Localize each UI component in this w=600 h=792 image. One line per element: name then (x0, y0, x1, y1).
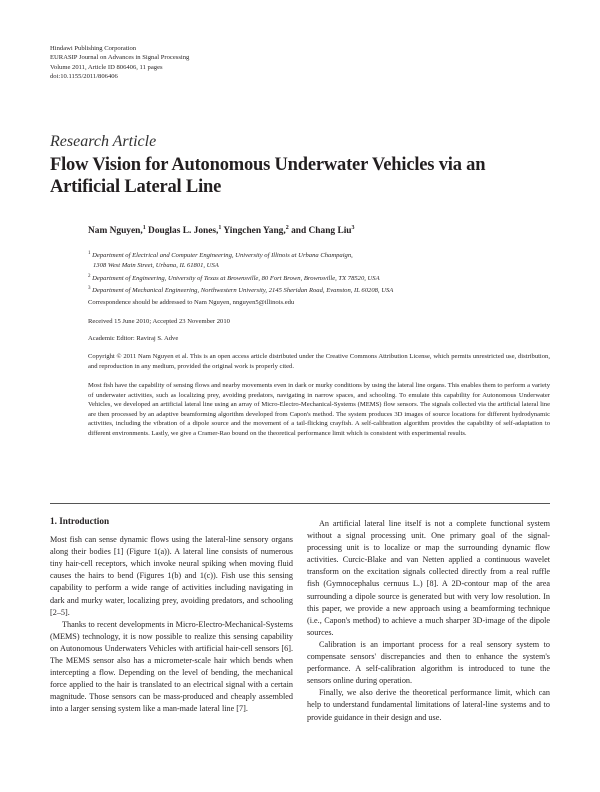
journal-volume: Volume 2011, Article ID 806406, 11 pages (50, 63, 163, 71)
affiliation-1: $^1$ Department of Electrical and Computer Engineering, University of Illinois at Urbana Champaign, (88, 251, 353, 260)
section-heading: 1. Introduction (50, 516, 110, 526)
publisher: Hindawi Publishing Corporation (50, 45, 137, 52)
journal-header (50, 44, 189, 81)
correspondence: Correspondence should be addressed to Nam Nguyen, nnguyen5@illinois.edu (88, 299, 295, 306)
paragraph: Finally, we also derive the theoretical performance limit, which can help to understand fundamental limitations of lateral-line systems and to provide guidance in their design and use. (307, 688, 550, 722)
author: Douglas L. Jones,$^1$ (145, 225, 222, 237)
received-dates: Received 15 June 2010; Accepted 23 November 2010 (88, 318, 230, 325)
author: Yingchen Yang,$^2$ (221, 225, 289, 237)
academic-editor: Academic Editor: Raviraj S. Adve (88, 335, 179, 342)
paragraph: Calibration is an important process for a real sensory system to compensate sensors' discrepancies and then to enhance the system's performance. A self-calibration algorithm is introduced to tune the sensors online during operation. (307, 639, 550, 686)
article-type: Research Article (50, 133, 157, 150)
paragraph: An artificial lateral line itself is not a complete functional system without a signal processing unit. One primary goal of the signal-processing unit is to localize or map the surrounding dynamic flow activities. Curcic-Blake and van Netten applied a continuous wavelet transform on the excitation signals collected directly from a real ruffle fish (Gymnocephalus cernuus L.) [8]. A 2D-contour map of the area surrounding a dipole source is generated but with very low resolution. In this paper, we provide a new approach using a beamforming technique (i.e., Capon's method) to achieve a much sharper 3D-image of the dipole sources. (307, 519, 550, 637)
affiliation-2: $^2$ Department of Engineering, University of Texas at Brownsville, 80 Fort Brown, Brownsville, TX 78520, USA (88, 273, 380, 282)
journal-name: EURASIP Journal on Advances in Signal Processing (50, 54, 190, 62)
affiliation-1-address: 1308 West Main Street, Urbana, IL 61801, USA (93, 262, 219, 270)
abstract: Most fish have the capability of sensing flows and nearby movements even in dark or murky conditions by using the lateral line organs. This enables them to perform a variety of underwater activities, such as localizing prey, avoiding predators, navigating in narrow spaces, and schooling. To emulate this capability for Autonomous Underwater Vehicles, we developed an artificial lateral line using an array of Micro-Electro-Mechanical-Systems (MEMS) flow sensors. The signals collected via the artificial lateral line are then processed by an adaptive beamforming algorithm developed from Capon's method. The system produces 3D images of source locations for different hydrodynamic activities, including the vibration of a dipole source and the movement of a tail-flicking crayfish. A self-calibration algorithm provides the capability of self-adaptation to different environments. Lastly, we give a Cramer-Rao bound on the theoretical performance limit which is consistent with experimental results. (88, 382, 550, 437)
copyright-notice: Copyright © 2011 Nam Nguyen et al. This is an open access article distributed under the Creative Commons Attribution License, which permits unrestricted use, distribution, and reproduction in any medium, provided the original work is properly cited. (88, 353, 550, 370)
author: and Chang Liu$^3$ (288, 225, 355, 237)
journal-doi: doi:10.1155/2011/806406 (50, 72, 118, 80)
divider (50, 503, 550, 504)
paragraph: Most fish can sense dynamic flows using the lateral-line sensory organs along their bodies [1] (Figure 1(a)). A lateral line consists of numerous tiny hair-cell receptors, which invoke neural spiking when moving fluid causes the hairs to bend (Figures 1(b) and 1(c)). Fish use this sensing capability to perform a wide range of activities including navigating in dark and murky water, localizing prey, avoiding predators, and schooling [2–5]. (50, 535, 293, 617)
paper-title: Flow Vision for Autonomous Underwater Vehicles via an Artificial Lateral Line (50, 155, 486, 197)
author-list (88, 225, 355, 236)
right-column (307, 518, 550, 724)
affiliations (88, 249, 393, 296)
left-column (50, 515, 293, 716)
affiliation-3: $^3$ Department of Mechanical Engineering, Northwestern University, 2145 Sheridan Road, Evanston, IL 60208, USA (88, 285, 394, 295)
author: Nam Nguyen,$^1$ (88, 225, 146, 237)
paragraph: Thanks to recent developments in Micro-Electro-Mechanical-Systems (MEMS) technology, it is now possible to realize this sensing capability on Autonomous Underwaters Vehicles with artificial hair-cell sensors [6]. The MEMS sensor also has a micrometer-scale hair which bends when intercepting a flow. Depending on the level of bending, the mechanical force applied to the hair is translated to an electrical signal with a certain magnitude. Those sensors can be mass-produced and cheaply assembled into a larger sensing system like a man-made lateral line [7]. (50, 619, 293, 714)
